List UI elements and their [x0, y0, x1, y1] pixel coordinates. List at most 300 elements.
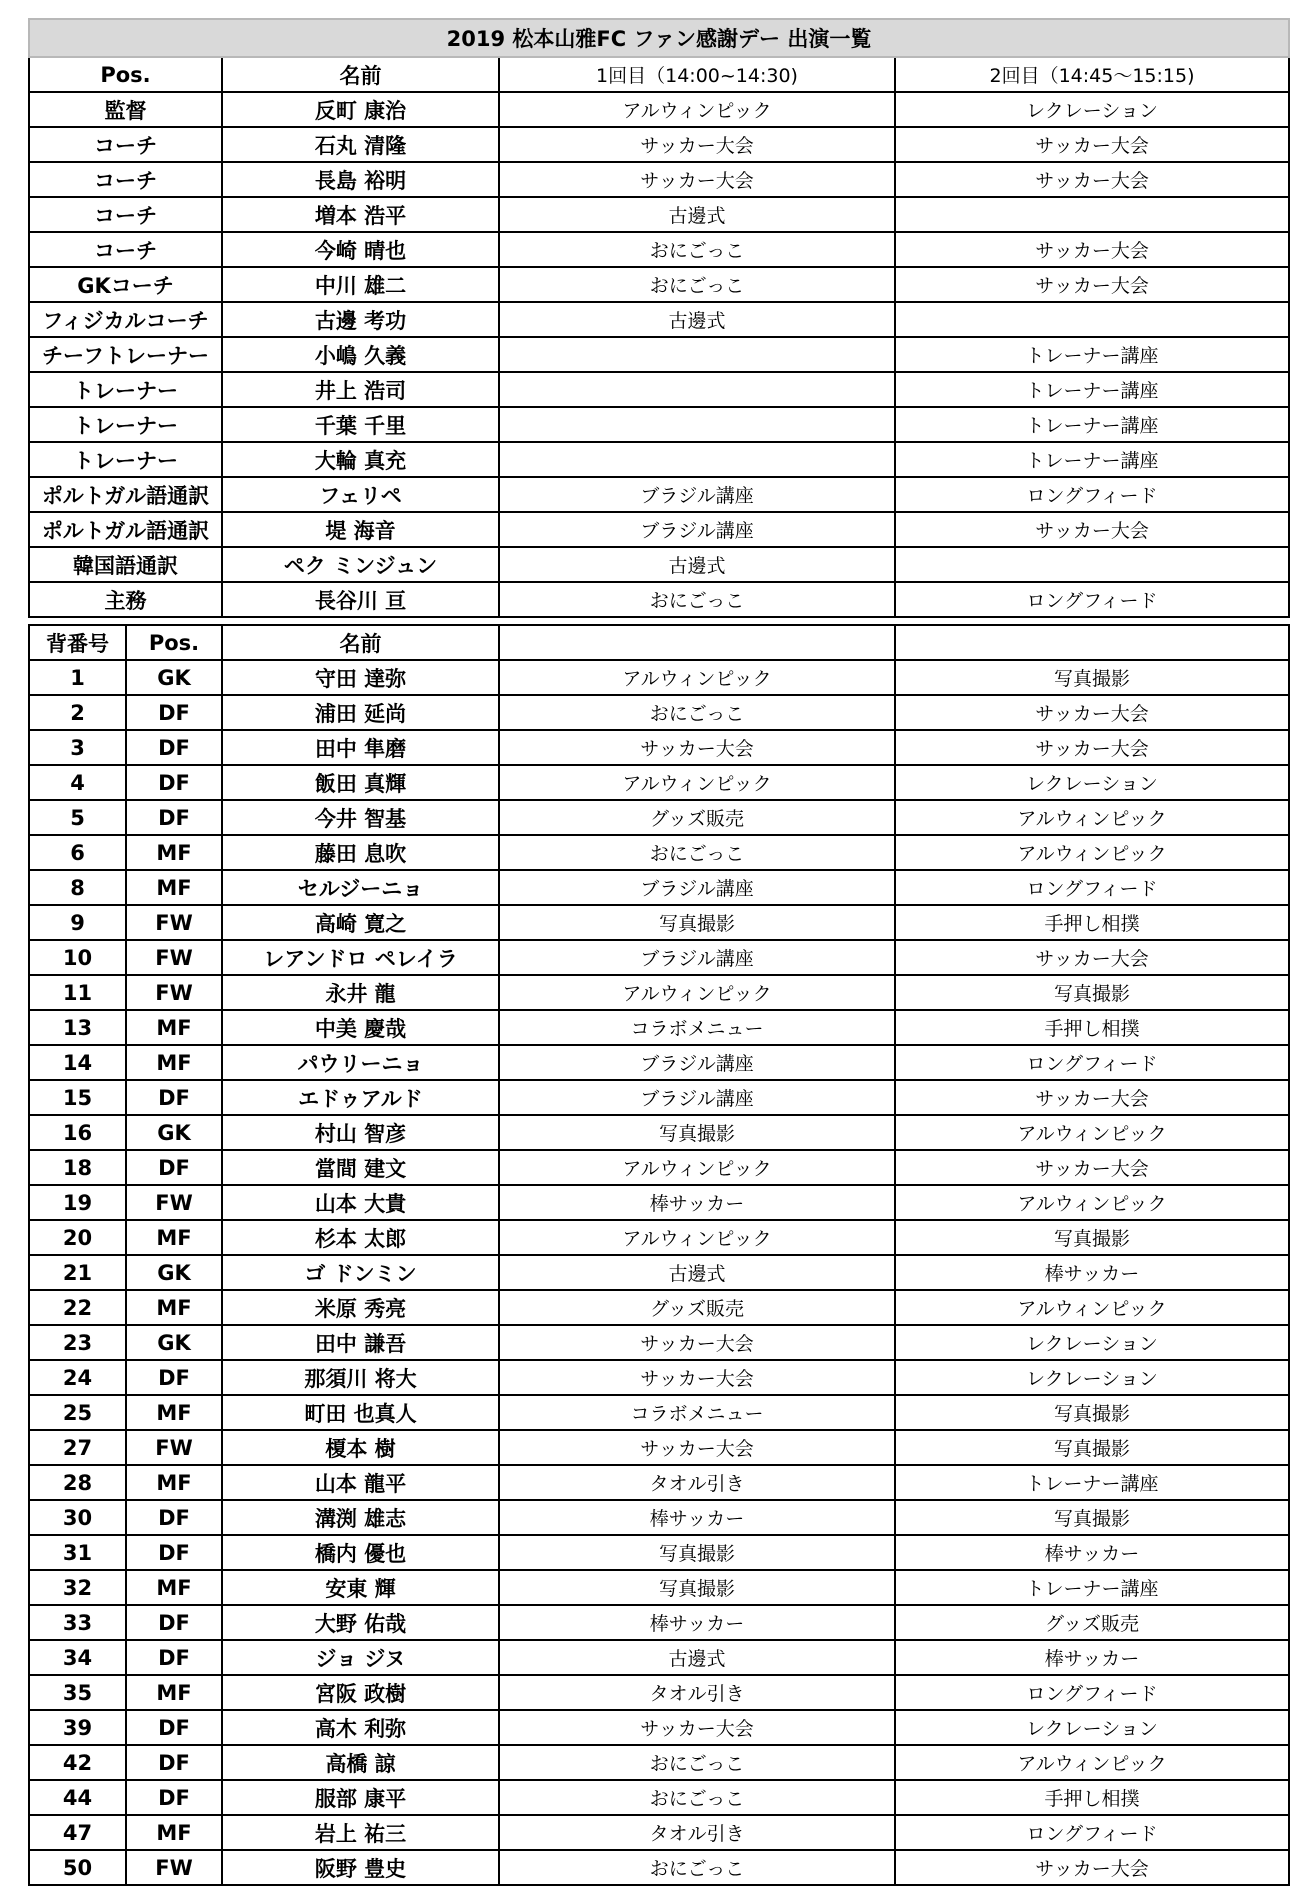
position-cell: DF: [126, 1710, 222, 1745]
name-cell: 増本 浩平: [222, 197, 499, 232]
position-cell: 主務: [29, 582, 222, 617]
table-row: [29, 1605, 1289, 1640]
table-row: [29, 1500, 1289, 1535]
table-row: [29, 1010, 1289, 1045]
table-row: [29, 835, 1289, 870]
round2-cell: ロングフィード: [895, 582, 1289, 617]
round1-cell: 棒サッカー: [499, 1605, 895, 1640]
round2-cell: 手押し相撲: [895, 1010, 1289, 1045]
position-cell: コーチ: [29, 127, 222, 162]
table-row: [29, 337, 1289, 372]
table-row: [29, 1150, 1289, 1185]
table-row: [29, 905, 1289, 940]
table-row: [29, 162, 1289, 197]
name-cell: 大野 佑哉: [222, 1605, 499, 1640]
number-cell: 11: [29, 975, 126, 1010]
header-round2: [895, 625, 1289, 660]
table-row: [29, 1115, 1289, 1150]
round2-cell: サッカー大会: [895, 1150, 1289, 1185]
round2-cell: [895, 302, 1289, 337]
number-cell: 31: [29, 1535, 126, 1570]
position-cell: GK: [126, 660, 222, 695]
number-cell: 13: [29, 1010, 126, 1045]
position-cell: FW: [126, 905, 222, 940]
table-row: [29, 1220, 1289, 1255]
header-round1: [499, 625, 895, 660]
round1-cell: アルウィンピック: [499, 765, 895, 800]
round2-cell: 写真撮影: [895, 1430, 1289, 1465]
round1-cell: コラボメニュー: [499, 1395, 895, 1430]
round1-cell: ブラジル講座: [499, 870, 895, 905]
number-cell: 32: [29, 1570, 126, 1605]
round2-cell: ロングフィード: [895, 477, 1289, 512]
round2-cell: トレーナー講座: [895, 372, 1289, 407]
table-row: [29, 1360, 1289, 1395]
name-cell: エドゥアルド: [222, 1080, 499, 1115]
name-cell: 守田 達弥: [222, 660, 499, 695]
name-cell: 山本 大貴: [222, 1185, 499, 1220]
name-cell: 井上 浩司: [222, 372, 499, 407]
table-row: [29, 232, 1289, 267]
name-cell: 浦田 延尚: [222, 695, 499, 730]
round2-cell: 手押し相撲: [895, 1780, 1289, 1815]
table-row: [29, 1325, 1289, 1360]
round2-cell: 棒サッカー: [895, 1255, 1289, 1290]
round2-cell: 手押し相撲: [895, 905, 1289, 940]
round1-cell: サッカー大会: [499, 1325, 895, 1360]
position-cell: FW: [126, 1430, 222, 1465]
name-cell: 千葉 千里: [222, 407, 499, 442]
position-cell: ポルトガル語通訳: [29, 512, 222, 547]
name-cell: 村山 智彦: [222, 1115, 499, 1150]
table-row: [29, 1045, 1289, 1080]
name-cell: フェリペ: [222, 477, 499, 512]
table-row: [29, 1535, 1289, 1570]
position-cell: トレーナー: [29, 407, 222, 442]
number-cell: 14: [29, 1045, 126, 1080]
round2-cell: 写真撮影: [895, 660, 1289, 695]
round1-cell: サッカー大会: [499, 1430, 895, 1465]
round1-cell: ブラジル講座: [499, 940, 895, 975]
name-cell: 小嶋 久義: [222, 337, 499, 372]
name-cell: 反町 康治: [222, 92, 499, 127]
table-row: [29, 92, 1289, 127]
name-cell: ジョ ジヌ: [222, 1640, 499, 1675]
number-cell: 21: [29, 1255, 126, 1290]
round2-cell: トレーナー講座: [895, 1465, 1289, 1500]
position-cell: MF: [126, 1465, 222, 1500]
position-cell: 韓国語通訳: [29, 547, 222, 582]
position-cell: FW: [126, 1850, 222, 1885]
position-cell: DF: [126, 1605, 222, 1640]
header-name: 名前: [222, 57, 499, 92]
position-cell: MF: [126, 1010, 222, 1045]
position-cell: DF: [126, 695, 222, 730]
name-cell: 飯田 真輝: [222, 765, 499, 800]
position-cell: DF: [126, 1780, 222, 1815]
position-cell: MF: [126, 1570, 222, 1605]
name-cell: 高木 利弥: [222, 1710, 499, 1745]
round2-cell: サッカー大会: [895, 162, 1289, 197]
name-cell: 當間 建文: [222, 1150, 499, 1185]
table-row: [29, 512, 1289, 547]
table-row: [29, 1185, 1289, 1220]
number-cell: 2: [29, 695, 126, 730]
name-cell: 宮阪 政樹: [222, 1675, 499, 1710]
round1-cell: 写真撮影: [499, 1570, 895, 1605]
round1-cell: [499, 372, 895, 407]
position-cell: コーチ: [29, 197, 222, 232]
round1-cell: おにごっこ: [499, 1745, 895, 1780]
position-cell: GKコーチ: [29, 267, 222, 302]
round1-cell: 写真撮影: [499, 1535, 895, 1570]
player-header-row: [29, 625, 1289, 660]
number-cell: 15: [29, 1080, 126, 1115]
round2-cell: 棒サッカー: [895, 1535, 1289, 1570]
round1-cell: 写真撮影: [499, 905, 895, 940]
table-row: [29, 547, 1289, 582]
position-cell: GK: [126, 1115, 222, 1150]
number-cell: 23: [29, 1325, 126, 1360]
name-cell: 阪野 豊史: [222, 1850, 499, 1885]
position-cell: DF: [126, 765, 222, 800]
table-row: [29, 695, 1289, 730]
table-row: [29, 730, 1289, 765]
round1-cell: アルウィンピック: [499, 660, 895, 695]
number-cell: 39: [29, 1710, 126, 1745]
number-cell: 9: [29, 905, 126, 940]
number-cell: 1: [29, 660, 126, 695]
round2-cell: トレーナー講座: [895, 407, 1289, 442]
position-cell: MF: [126, 1290, 222, 1325]
round1-cell: 写真撮影: [499, 1115, 895, 1150]
round2-cell: サッカー大会: [895, 1080, 1289, 1115]
position-cell: DF: [126, 800, 222, 835]
name-cell: 高橋 諒: [222, 1745, 499, 1780]
round1-cell: タオル引き: [499, 1815, 895, 1850]
number-cell: 19: [29, 1185, 126, 1220]
table-row: [29, 800, 1289, 835]
round1-cell: サッカー大会: [499, 730, 895, 765]
position-cell: FW: [126, 975, 222, 1010]
round1-cell: おにごっこ: [499, 582, 895, 617]
name-cell: 長島 裕明: [222, 162, 499, 197]
table-row: [29, 582, 1289, 617]
table-row: [29, 940, 1289, 975]
table-row: [29, 1570, 1289, 1605]
round2-cell: グッズ販売: [895, 1605, 1289, 1640]
position-cell: MF: [126, 1045, 222, 1080]
round2-cell: 写真撮影: [895, 975, 1289, 1010]
round2-cell: レクレーション: [895, 1710, 1289, 1745]
table-row: [29, 1290, 1289, 1325]
position-cell: MF: [126, 870, 222, 905]
round1-cell: ブラジル講座: [499, 512, 895, 547]
number-cell: 42: [29, 1745, 126, 1780]
table-row: [29, 1640, 1289, 1675]
table-row: [29, 1745, 1289, 1780]
number-cell: 44: [29, 1780, 126, 1815]
table-row: [29, 127, 1289, 162]
round2-cell: アルウィンピック: [895, 1115, 1289, 1150]
staff-header-row: [29, 57, 1289, 92]
staff-table-body: [29, 19, 1289, 617]
round1-cell: 古邊式: [499, 547, 895, 582]
table-row: [29, 1675, 1289, 1710]
round1-cell: おにごっこ: [499, 1780, 895, 1815]
round1-cell: グッズ販売: [499, 800, 895, 835]
number-cell: 27: [29, 1430, 126, 1465]
header-round2: 2回目（14:45～15:15): [895, 57, 1289, 92]
position-cell: ポルトガル語通訳: [29, 477, 222, 512]
name-cell: 古邊 考功: [222, 302, 499, 337]
position-cell: DF: [126, 1640, 222, 1675]
table-row: [29, 975, 1289, 1010]
round1-cell: アルウィンピック: [499, 1150, 895, 1185]
name-cell: ゴ ドンミン: [222, 1255, 499, 1290]
name-cell: 永井 龍: [222, 975, 499, 1010]
position-cell: DF: [126, 1080, 222, 1115]
round1-cell: 古邊式: [499, 1640, 895, 1675]
round2-cell: レクレーション: [895, 92, 1289, 127]
number-cell: 3: [29, 730, 126, 765]
header-round1: 1回目（14:00~14:30): [499, 57, 895, 92]
round2-cell: レクレーション: [895, 1360, 1289, 1395]
name-cell: 中美 慶哉: [222, 1010, 499, 1045]
number-cell: 18: [29, 1150, 126, 1185]
name-cell: 服部 康平: [222, 1780, 499, 1815]
round1-cell: アルウィンピック: [499, 975, 895, 1010]
round2-cell: ロングフィード: [895, 1675, 1289, 1710]
round2-cell: 写真撮影: [895, 1395, 1289, 1430]
round1-cell: タオル引き: [499, 1465, 895, 1500]
number-cell: 35: [29, 1675, 126, 1710]
number-cell: 16: [29, 1115, 126, 1150]
name-cell: セルジーニョ: [222, 870, 499, 905]
round2-cell: アルウィンピック: [895, 800, 1289, 835]
name-cell: 田中 謙吾: [222, 1325, 499, 1360]
name-cell: 町田 也真人: [222, 1395, 499, 1430]
number-cell: 28: [29, 1465, 126, 1500]
header-number: 背番号: [29, 625, 126, 660]
name-cell: 田中 隼磨: [222, 730, 499, 765]
round1-cell: アルウィンピック: [499, 92, 895, 127]
round1-cell: ブラジル講座: [499, 1045, 895, 1080]
round1-cell: おにごっこ: [499, 695, 895, 730]
table-row: [29, 197, 1289, 232]
table-row: [29, 267, 1289, 302]
round2-cell: [895, 197, 1289, 232]
round2-cell: サッカー大会: [895, 127, 1289, 162]
name-cell: 高崎 寛之: [222, 905, 499, 940]
round2-cell: 棒サッカー: [895, 1640, 1289, 1675]
round2-cell: サッカー大会: [895, 940, 1289, 975]
position-cell: DF: [126, 1360, 222, 1395]
round2-cell: アルウィンピック: [895, 835, 1289, 870]
position-cell: トレーナー: [29, 442, 222, 477]
player-table: [28, 624, 1290, 1886]
round2-cell: 写真撮影: [895, 1220, 1289, 1255]
player-table-body: [29, 625, 1289, 1885]
name-cell: 石丸 清隆: [222, 127, 499, 162]
round1-cell: [499, 442, 895, 477]
round2-cell: サッカー大会: [895, 512, 1289, 547]
number-cell: 6: [29, 835, 126, 870]
position-cell: MF: [126, 1815, 222, 1850]
name-cell: 中川 雄二: [222, 267, 499, 302]
round2-cell: サッカー大会: [895, 695, 1289, 730]
table-row: [29, 765, 1289, 800]
name-cell: 堤 海音: [222, 512, 499, 547]
round1-cell: ブラジル講座: [499, 1080, 895, 1115]
round1-cell: [499, 337, 895, 372]
round2-cell: ロングフィード: [895, 1045, 1289, 1080]
table-row: [29, 1850, 1289, 1885]
round2-cell: アルウィンピック: [895, 1290, 1289, 1325]
number-cell: 5: [29, 800, 126, 835]
round2-cell: ロングフィード: [895, 870, 1289, 905]
number-cell: 33: [29, 1605, 126, 1640]
table-row: [29, 1815, 1289, 1850]
name-cell: 今崎 晴也: [222, 232, 499, 267]
table-row: [29, 660, 1289, 695]
position-cell: GK: [126, 1325, 222, 1360]
name-cell: レアンドロ ペレイラ: [222, 940, 499, 975]
name-cell: 米原 秀亮: [222, 1290, 499, 1325]
round1-cell: おにごっこ: [499, 232, 895, 267]
round1-cell: 古邊式: [499, 302, 895, 337]
position-cell: MF: [126, 1220, 222, 1255]
name-cell: 長谷川 亘: [222, 582, 499, 617]
number-cell: 50: [29, 1850, 126, 1885]
round2-cell: サッカー大会: [895, 267, 1289, 302]
round1-cell: コラボメニュー: [499, 1010, 895, 1045]
table-row: [29, 1080, 1289, 1115]
number-cell: 20: [29, 1220, 126, 1255]
position-cell: MF: [126, 835, 222, 870]
round1-cell: 古邊式: [499, 1255, 895, 1290]
round1-cell: サッカー大会: [499, 162, 895, 197]
round1-cell: おにごっこ: [499, 267, 895, 302]
name-cell: 溝渕 雄志: [222, 1500, 499, 1535]
round1-cell: タオル引き: [499, 1675, 895, 1710]
round1-cell: おにごっこ: [499, 1850, 895, 1885]
table-row: [29, 302, 1289, 337]
round2-cell: サッカー大会: [895, 232, 1289, 267]
position-cell: フィジカルコーチ: [29, 302, 222, 337]
position-cell: コーチ: [29, 232, 222, 267]
position-cell: MF: [126, 1395, 222, 1430]
name-cell: 安東 輝: [222, 1570, 499, 1605]
number-cell: 47: [29, 1815, 126, 1850]
table-row: [29, 407, 1289, 442]
number-cell: 22: [29, 1290, 126, 1325]
round1-cell: [499, 407, 895, 442]
round2-cell: アルウィンピック: [895, 1185, 1289, 1220]
number-cell: 30: [29, 1500, 126, 1535]
round2-cell: サッカー大会: [895, 730, 1289, 765]
round1-cell: おにごっこ: [499, 835, 895, 870]
position-cell: コーチ: [29, 162, 222, 197]
round1-cell: アルウィンピック: [499, 1220, 895, 1255]
staff-table: [28, 18, 1290, 618]
round2-cell: ロングフィード: [895, 1815, 1289, 1850]
round1-cell: 棒サッカー: [499, 1185, 895, 1220]
position-cell: DF: [126, 730, 222, 765]
round1-cell: グッズ販売: [499, 1290, 895, 1325]
round2-cell: アルウィンピック: [895, 1745, 1289, 1780]
name-cell: 今井 智基: [222, 800, 499, 835]
number-cell: 10: [29, 940, 126, 975]
table-row: [29, 442, 1289, 477]
number-cell: 24: [29, 1360, 126, 1395]
position-cell: DF: [126, 1745, 222, 1780]
name-cell: 大輪 真充: [222, 442, 499, 477]
round2-cell: 写真撮影: [895, 1500, 1289, 1535]
table-row: [29, 1465, 1289, 1500]
header-pos: Pos.: [126, 625, 222, 660]
number-cell: 25: [29, 1395, 126, 1430]
table-row: [29, 372, 1289, 407]
position-cell: トレーナー: [29, 372, 222, 407]
title-row: [29, 19, 1289, 57]
header-name: 名前: [222, 625, 499, 660]
table-row: [29, 1430, 1289, 1465]
name-cell: 藤田 息吹: [222, 835, 499, 870]
position-cell: DF: [126, 1150, 222, 1185]
position-cell: DF: [126, 1500, 222, 1535]
round1-cell: 棒サッカー: [499, 1500, 895, 1535]
round2-cell: レクレーション: [895, 765, 1289, 800]
number-cell: 8: [29, 870, 126, 905]
number-cell: 34: [29, 1640, 126, 1675]
position-cell: FW: [126, 940, 222, 975]
header-pos: Pos.: [29, 57, 222, 92]
round2-cell: サッカー大会: [895, 1850, 1289, 1885]
name-cell: 杉本 太郎: [222, 1220, 499, 1255]
round2-cell: レクレーション: [895, 1325, 1289, 1360]
name-cell: 山本 龍平: [222, 1465, 499, 1500]
name-cell: ペク ミンジュン: [222, 547, 499, 582]
position-cell: チーフトレーナー: [29, 337, 222, 372]
position-cell: 監督: [29, 92, 222, 127]
position-cell: FW: [126, 1185, 222, 1220]
round1-cell: ブラジル講座: [499, 477, 895, 512]
round1-cell: サッカー大会: [499, 1710, 895, 1745]
round2-cell: トレーナー講座: [895, 337, 1289, 372]
name-cell: 那須川 将大: [222, 1360, 499, 1395]
round1-cell: 古邊式: [499, 197, 895, 232]
page-title: 2019 松本山雅FC ファン感謝デー 出演一覧: [29, 19, 1289, 57]
number-cell: 4: [29, 765, 126, 800]
round1-cell: サッカー大会: [499, 127, 895, 162]
name-cell: 榎本 樹: [222, 1430, 499, 1465]
name-cell: 岩上 祐三: [222, 1815, 499, 1850]
position-cell: MF: [126, 1675, 222, 1710]
table-row: [29, 1255, 1289, 1290]
position-cell: GK: [126, 1255, 222, 1290]
table-row: [29, 477, 1289, 512]
name-cell: パウリーニョ: [222, 1045, 499, 1080]
position-cell: DF: [126, 1535, 222, 1570]
table-row: [29, 1780, 1289, 1815]
round1-cell: サッカー大会: [499, 1360, 895, 1395]
round2-cell: [895, 547, 1289, 582]
round2-cell: トレーナー講座: [895, 1570, 1289, 1605]
table-row: [29, 1395, 1289, 1430]
table-row: [29, 1710, 1289, 1745]
table-row: [29, 870, 1289, 905]
